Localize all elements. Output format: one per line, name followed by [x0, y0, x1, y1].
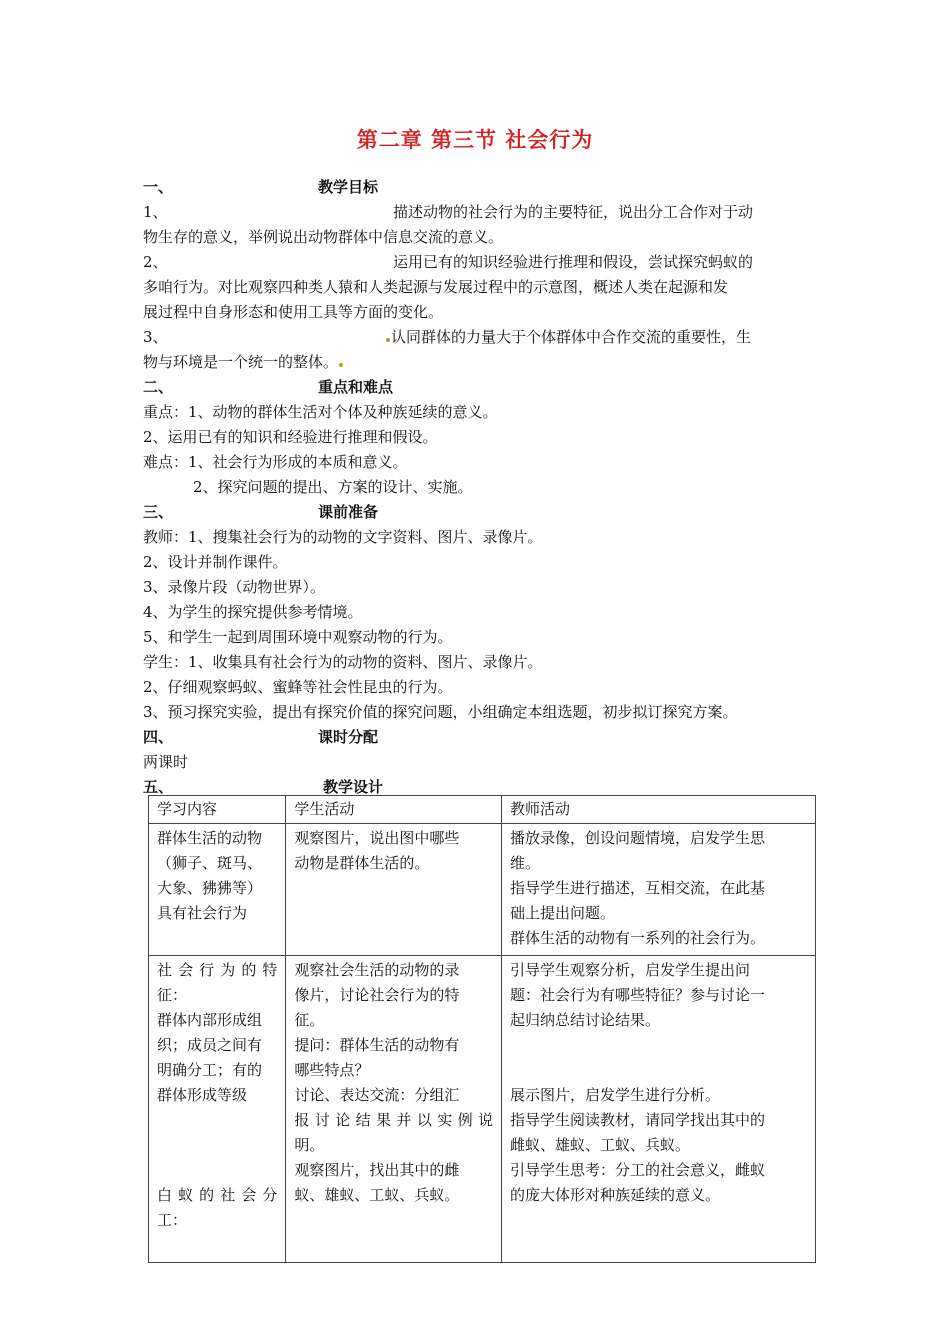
prep-teacher-2: 2、设计并制作课件。 — [143, 553, 288, 571]
prep-student-3: 3、预习探究实验，提出有探究价值的探究问题，小组确定本组选题，初步拟订探究方案。 — [143, 703, 738, 721]
difficulty-1: 难点：1、社会行为形成的本质和意义。 — [143, 453, 408, 471]
key-point-1: 重点：1、动物的群体生活对个体及种族延续的意义。 — [143, 403, 498, 421]
document-body — [143, 175, 808, 800]
section-heading-3: 三、 课前准备 — [143, 503, 379, 521]
prep-student-1: 学生：1、收集具有社会行为的动物的资料、图片、录像片。 — [143, 653, 543, 671]
lesson-count: 两课时 — [143, 753, 189, 771]
prep-teacher-5: 5、和学生一起到周围环境中观察动物的行为。 — [143, 628, 453, 646]
section-heading-5: 五、 教学设计 — [143, 778, 384, 796]
table-cell: 观察社会生活的动物的录 像片，讨论社会行为的特 征。 提问：群体生活的动物有 哪些特点？ 讨论、表达交流：分组汇 报讨论结果并以实例说 明。 观察图片，找出其中的雌 蚁、雄蚁、工蚁、兵蚁。 — [286, 956, 502, 1263]
objective-1: 1、 描述动物的社会行为的主要特征，说出分工合作对于动 — [143, 203, 754, 221]
prep-teacher-4: 4、为学生的探究提供参考情境。 — [143, 603, 363, 621]
table-row — [149, 956, 816, 1263]
section-heading-2: 二、 重点和难点 — [143, 378, 394, 396]
prep-teacher-3: 3、录像片段（动物世界）。 — [143, 578, 326, 596]
table-cell: 社会行为的特 征： 群体内部形成组 织；成员之间有 明确分工；有的 群体形成等级 白蚁的社会分 工： — [149, 956, 286, 1263]
section-heading-1: 一、 教学目标 — [143, 178, 379, 196]
table-cell: 观察图片，说出图中哪些 动物是群体生活的。 — [286, 824, 502, 956]
objective-2: 2、 运用已有的知识经验进行推理和假设，尝试探究蚂蚁的 — [143, 253, 754, 271]
table-cell: 群体生活的动物 （狮子、斑马、 大象、狒狒等） 具有社会行为 — [149, 824, 286, 956]
objective-3-cont: 物与环境是一个统一的整体。 — [143, 350, 808, 375]
objective-3: 3、 认同群体的力量大于个体群体中合作交流的重要性，生 — [143, 328, 752, 346]
table-cell: 引导学生观察分析，启发学生提出问 题：社会行为有哪些特征？参与讨论一 起归纳总结讨论结果。 展示图片，启发学生进行分析。 指导学生阅读教材，请同学找出其中的 雌蚁、雄蚁、工蚁、兵蚁。 引导学生思考：分工的社会意义，雌蚁 的庞大体形对种族延续的意义。 — [502, 956, 816, 1263]
header-teacher-activity: 教师活动 — [502, 796, 816, 824]
difficulty-2: 2、探究问题的提出、方案的设计、实施。 — [193, 478, 473, 496]
header-student-activity: 学生活动 — [286, 796, 502, 824]
document-title: 第二章 第三节 社会行为 — [356, 128, 594, 152]
stray-dot — [339, 363, 343, 367]
table-cell: 播放录像，创设问题情境，启发学生思 维。 指导学生进行描述，互相交流，在此基 础上提出问题。 群体生活的动物有一系列的社会行为。 — [502, 824, 816, 956]
prep-teacher-1: 教师：1、搜集社会行为的动物的文字资料、图片、录像片。 — [143, 528, 543, 546]
header-learning-content: 学习内容 — [149, 796, 286, 824]
section-heading-4: 四、 课时分配 — [143, 728, 379, 746]
objective-2-cont: 多咱行为。对比观察四种类人猿和人类起源与发展过程中的示意图，概述人类在起源和发 — [143, 278, 729, 296]
table-row — [149, 824, 816, 956]
key-point-2: 2、运用已有的知识和经验进行推理和假设。 — [143, 428, 438, 446]
teaching-design-table — [148, 795, 816, 1263]
stray-dot — [386, 338, 390, 342]
objective-1-cont: 物生存的意义，举例说出动物群体中信息交流的意义。 — [143, 228, 504, 246]
objective-2-cont2: 展过程中自身形态和使用工具等方面的变化。 — [143, 303, 444, 321]
prep-student-2: 2、仔细观察蚂蚁、蜜蜂等社会性昆虫的行为。 — [143, 678, 453, 696]
table-header-row — [149, 796, 816, 824]
